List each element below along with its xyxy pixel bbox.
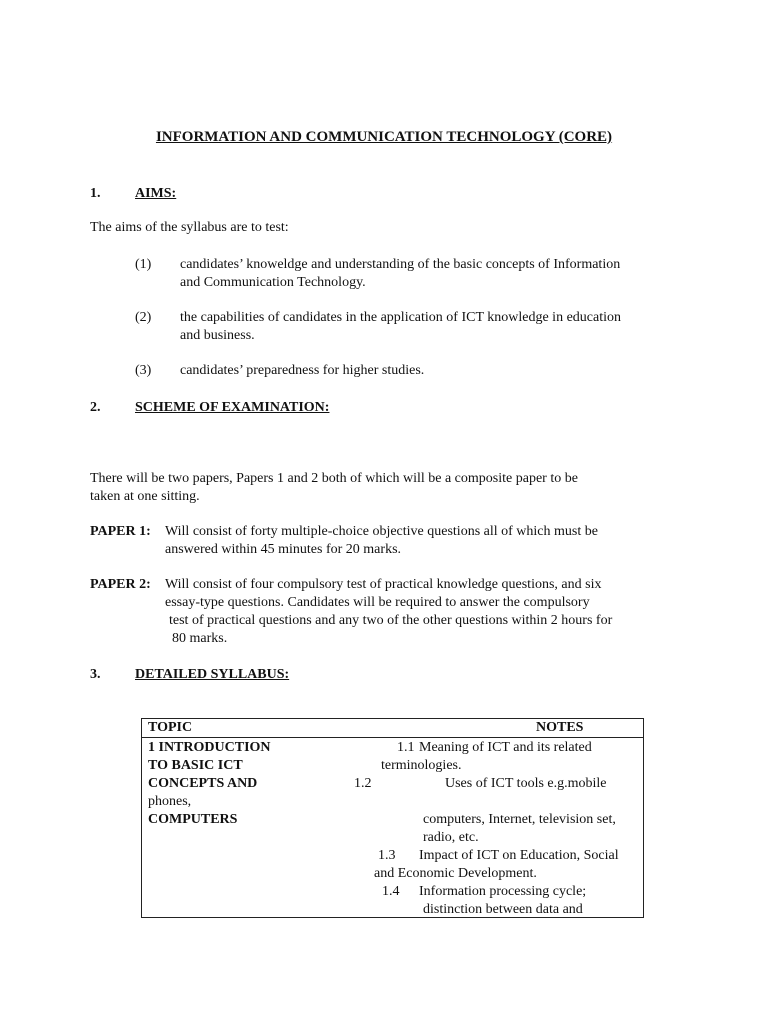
table-header-row <box>142 719 644 738</box>
section-2-number: 2. <box>90 400 101 415</box>
section-1-heading: AIMS: <box>135 186 177 201</box>
aim-3-text: candidates’ preparedness for higher studies. <box>180 363 425 378</box>
aim-2-label: (2) <box>135 310 152 325</box>
section-1-number: 1. <box>90 186 101 201</box>
topic-line-2: TO BASIC ICT <box>148 758 243 773</box>
table-body-cell <box>142 738 644 918</box>
paper-1-line-2: answered within 45 minutes for 20 marks. <box>165 542 402 557</box>
aim-1-text <box>180 256 660 292</box>
header-topic: TOPIC <box>148 720 193 735</box>
aim-2-line-1: the capabilities of candidates in the application of ICT knowledge in education <box>180 310 621 325</box>
aim-1-label: (1) <box>135 257 152 272</box>
note-3-number: 1.3 <box>378 848 396 863</box>
paper-1-line-1: Will consist of forty multiple-choice objective questions all of which must be <box>165 524 598 539</box>
aim-2-line-2: and business. <box>180 328 255 343</box>
aim-1-line-2: and Communication Technology. <box>180 275 366 290</box>
note-4-line-2: distinction between data and <box>423 902 583 917</box>
note-2-number: 1.2 <box>354 776 372 791</box>
aim-2-text <box>180 309 660 345</box>
note-3-line-2: and Economic Development. <box>374 866 537 881</box>
aim-3-label: (3) <box>135 363 152 378</box>
note-1-line-1: Meaning of ICT and its related <box>419 740 592 755</box>
table-header-cell <box>142 719 644 738</box>
note-2-line-3: radio, etc. <box>423 830 479 845</box>
topic-line-5: COMPUTERS <box>148 812 238 827</box>
note-4-number: 1.4 <box>382 884 400 899</box>
paper-2-line-1: Will consist of four compulsory test of practical knowledge questions, and six <box>165 577 602 592</box>
paper-2-line-3: test of practical questions and any two of the other questions within 2 hours for <box>169 613 613 628</box>
note-3-line-1: Impact of ICT on Education, Social <box>419 848 619 863</box>
note-1-number: 1.1 <box>397 740 415 755</box>
section-3-number: 3. <box>90 667 101 682</box>
aim-1-line-1: candidates’ knoweldge and understanding of the basic concepts of Information <box>180 257 621 272</box>
note-2-line-1: Uses of ICT tools e.g.mobile <box>445 776 607 791</box>
topic-line-3: CONCEPTS AND <box>148 776 258 791</box>
topic-line-1: 1 INTRODUCTION <box>148 740 271 755</box>
aims-intro: The aims of the syllabus are to test: <box>90 220 289 235</box>
scheme-intro-line-2: taken at one sitting. <box>90 489 200 504</box>
topic-line-4: phones, <box>148 794 192 809</box>
section-3-heading: DETAILED SYLLABUS: <box>135 667 290 682</box>
note-2-line-2: computers, Internet, television set, <box>423 812 616 827</box>
header-notes: NOTES <box>536 720 584 735</box>
note-1-line-2: terminologies. <box>381 758 462 773</box>
document-title: INFORMATION AND COMMUNICATION TECHNOLOGY (CORE) <box>155 129 613 145</box>
note-4-line-1: Information processing cycle; <box>419 884 587 899</box>
syllabus-table <box>141 718 644 918</box>
scheme-intro-line-1: There will be two papers, Papers 1 and 2 both of which will be a composite paper to be <box>90 471 578 486</box>
paper-2-line-2: essay-type questions. Candidates will be required to answer the compulsory <box>165 595 590 610</box>
paper-2-label: PAPER 2: <box>90 577 151 592</box>
paper-1-label: PAPER 1: <box>90 524 151 539</box>
table-row <box>142 738 644 918</box>
paper-2-line-4: 80 marks. <box>172 631 228 646</box>
section-2-heading: SCHEME OF EXAMINATION: <box>135 400 330 415</box>
